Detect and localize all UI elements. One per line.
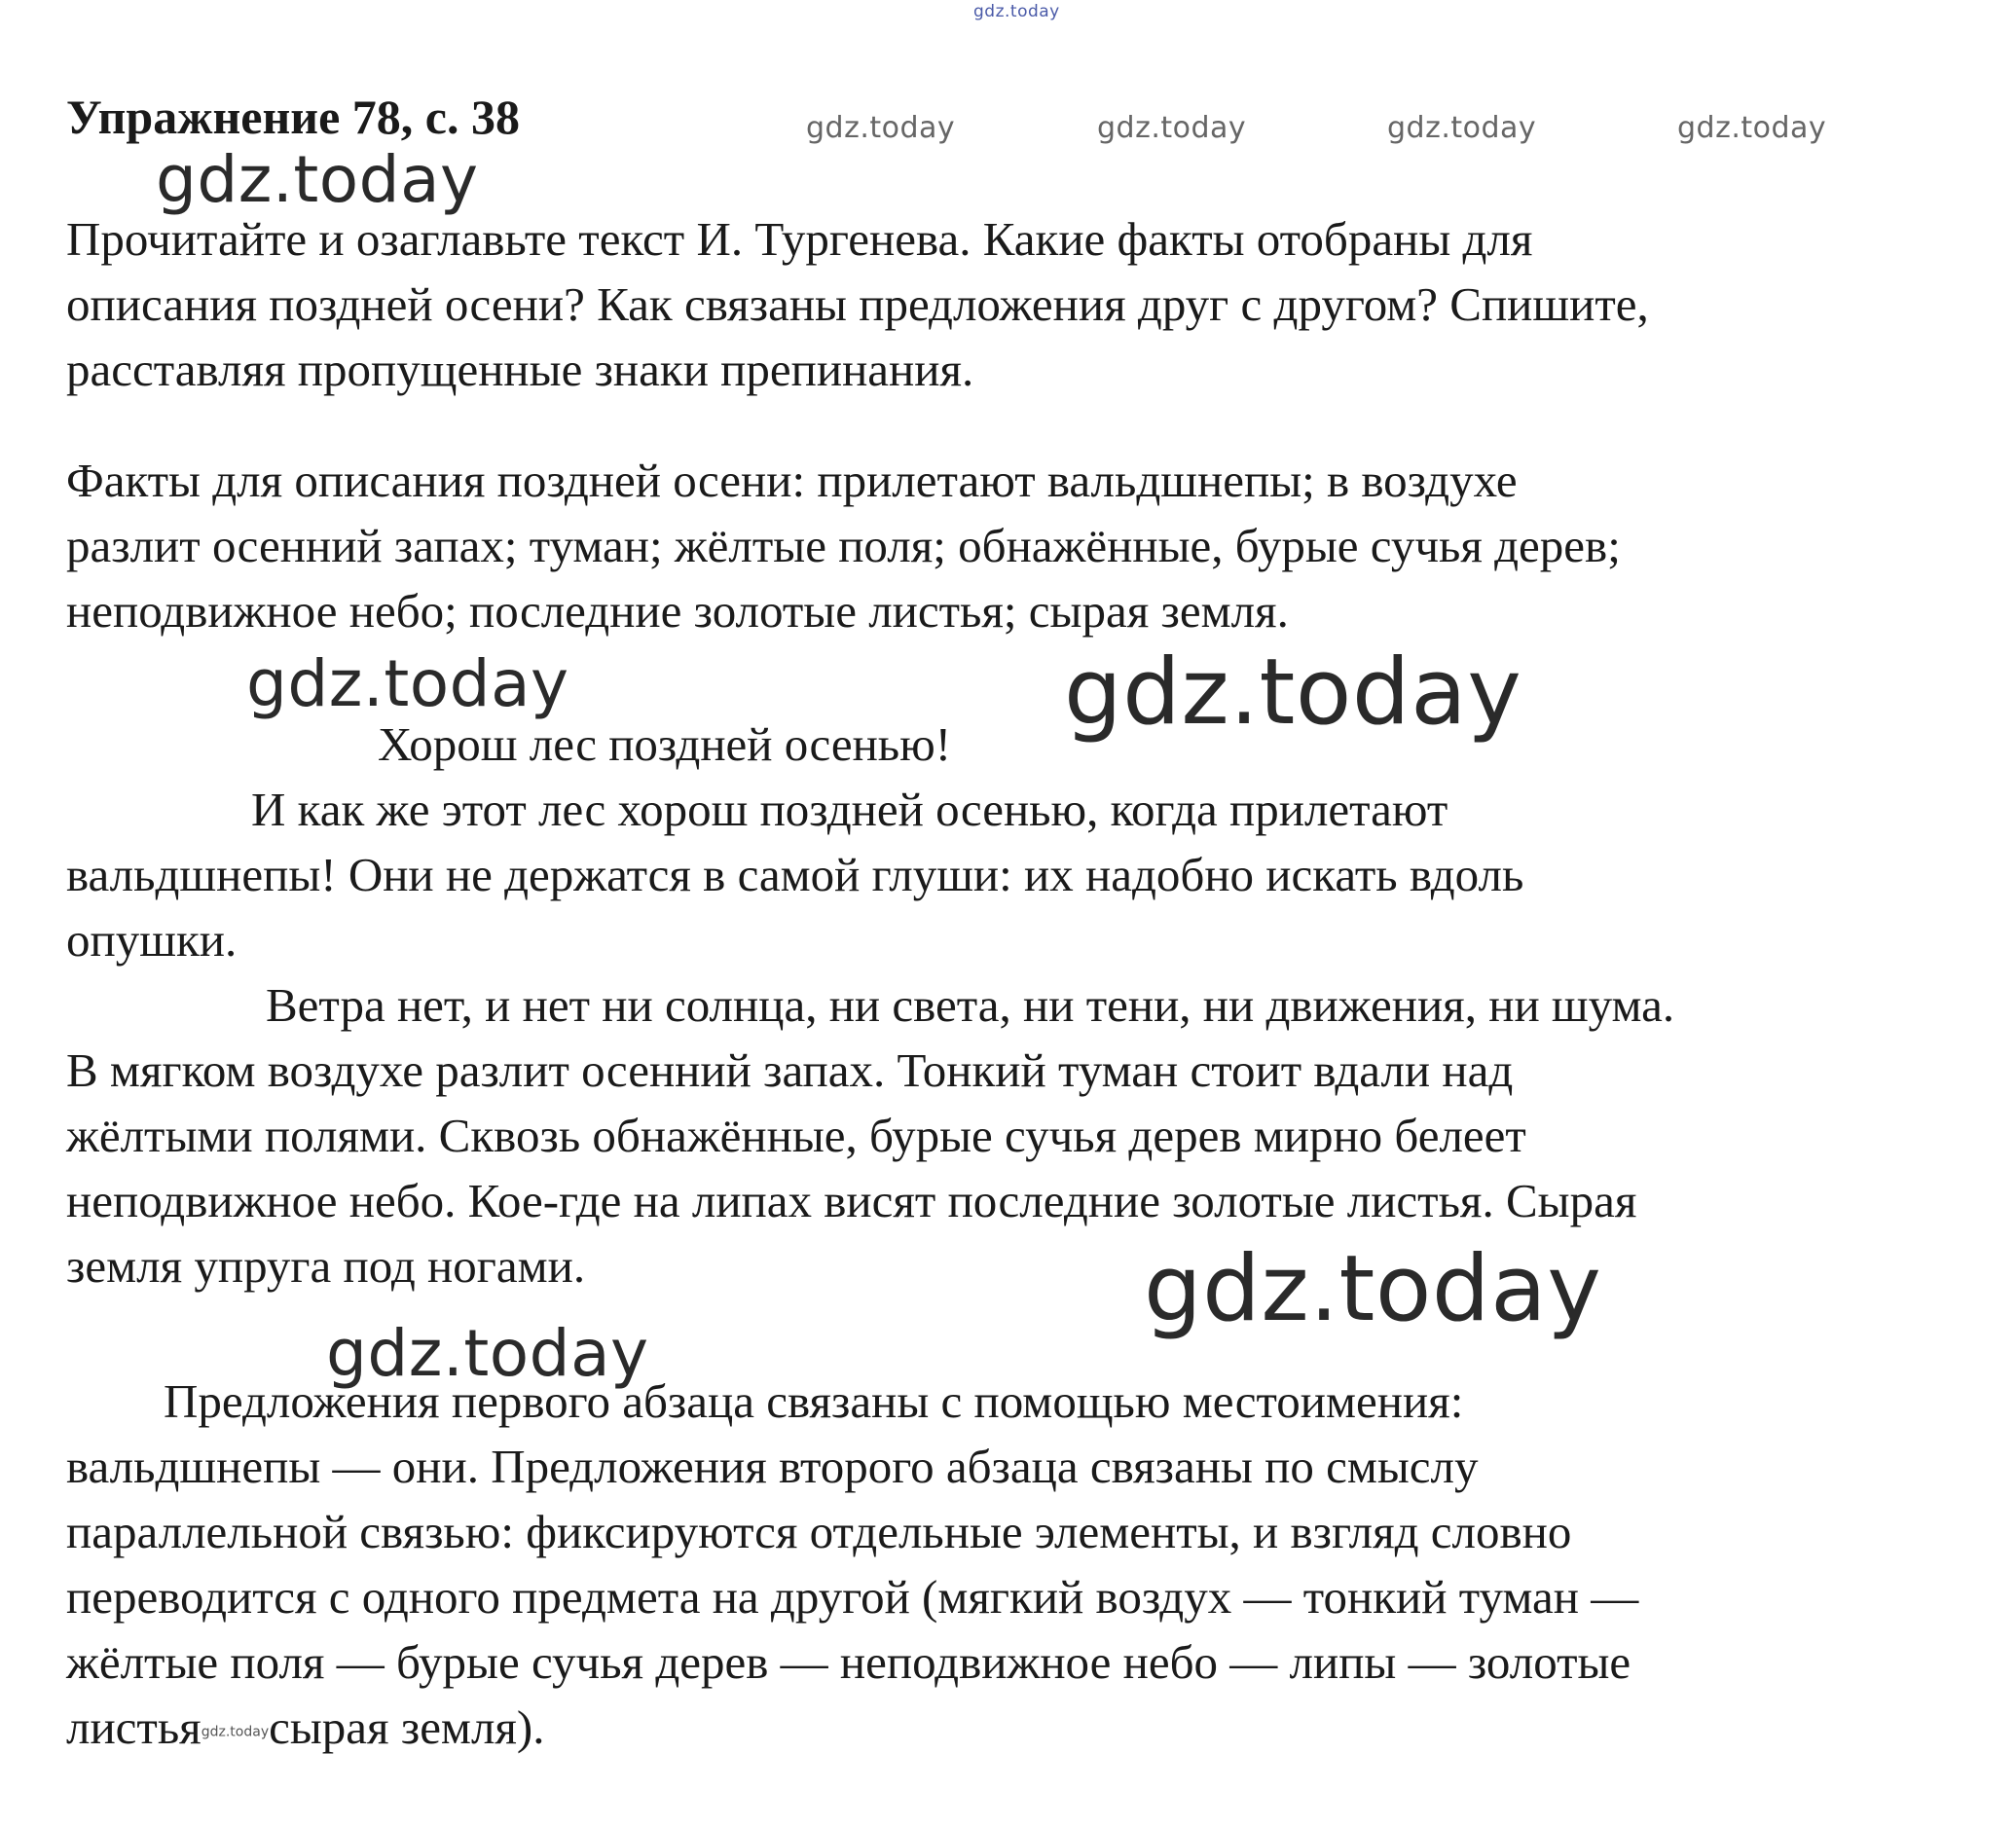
watermark: gdz.today (156, 142, 479, 217)
text-line: земля упруга под ногами. (66, 1239, 586, 1293)
text-line: В мягком воздухе разлит осенний запах. Тонкий туман стоит вдали над (66, 1043, 1514, 1097)
exercise-title: Упражнение 78, с. 38 (66, 90, 520, 144)
analysis-line-end: сырая земля). (269, 1700, 545, 1754)
analysis-line: параллельной связью: фиксируются отдельные элементы, и взгляд словно (66, 1505, 1572, 1558)
watermark: gdz.today (973, 2, 1060, 21)
watermark: gdz.today (1677, 111, 1827, 145)
text-title-block (66, 712, 1974, 777)
task-line: описания поздней осени? Как связаны предложения друг с другом? Спишите, (66, 277, 1649, 331)
analysis-line: Предложения первого абзаца связаны с помощью местоимения: (164, 1374, 1464, 1428)
watermark: gdz.today (246, 646, 569, 721)
analysis-line: переводится с одного предмета на другой (мягкий воздух — тонкий туман — (66, 1570, 1639, 1624)
watermark: gdz.today (201, 1724, 270, 1740)
analysis-paragraph (66, 1369, 1974, 1765)
facts-line: Факты для описания поздней осени: прилетают вальдшнепы; в воздухе (66, 454, 1518, 507)
analysis-last-line (66, 1695, 1974, 1765)
text-paragraph-2 (66, 972, 1974, 1298)
watermark: gdz.today (1097, 111, 1247, 145)
facts-paragraph (66, 448, 1974, 643)
text-line: опушки. (66, 913, 238, 967)
watermark: gdz.today (1144, 1236, 1602, 1342)
text-line: неподвижное небо. Кое-где на липах висят последние золотые листья. Сырая (66, 1174, 1637, 1227)
task-paragraph (66, 206, 1974, 402)
text-paragraph-1 (66, 777, 1974, 972)
text-line: жёлтыми полями. Сквозь обнажённые, бурые сучья дерев мирно белеет (66, 1109, 1526, 1162)
text-line: Ветра нет, и нет ни солнца, ни света, ни тени, ни движения, ни шума. (266, 978, 1675, 1032)
text-title: Хорош лес поздней осенью! (378, 717, 952, 771)
facts-line: разлит осенний запах; туман; жёлтые поля; обнажённые, бурые сучья дерев; (66, 519, 1621, 572)
task-line: Прочитайте и озаглавьте текст И. Тургенева. Какие факты отобраны для (66, 212, 1533, 266)
facts-line: неподвижное небо; последние золотые листья; сырая земля. (66, 584, 1289, 638)
analysis-line: вальдшнепы — они. Предложения второго абзаца связаны по смыслу (66, 1440, 1479, 1493)
watermark: gdz.today (1064, 639, 1522, 746)
watermark: gdz.today (806, 111, 956, 145)
analysis-line: жёлтые поля — бурые сучья дерев — неподвижное небо — липы — золотые (66, 1635, 1631, 1689)
text-line: И как же этот лес хорош поздней осенью, когда прилетают (251, 783, 1448, 836)
text-line: вальдшнепы! Они не держатся в самой глуши: их надобно искать вдоль (66, 848, 1524, 901)
analysis-line-start: листья (66, 1700, 202, 1754)
watermark: gdz.today (326, 1316, 649, 1391)
watermark: gdz.today (1387, 111, 1537, 145)
task-line: расставляя пропущенные знаки препинания. (66, 343, 974, 396)
